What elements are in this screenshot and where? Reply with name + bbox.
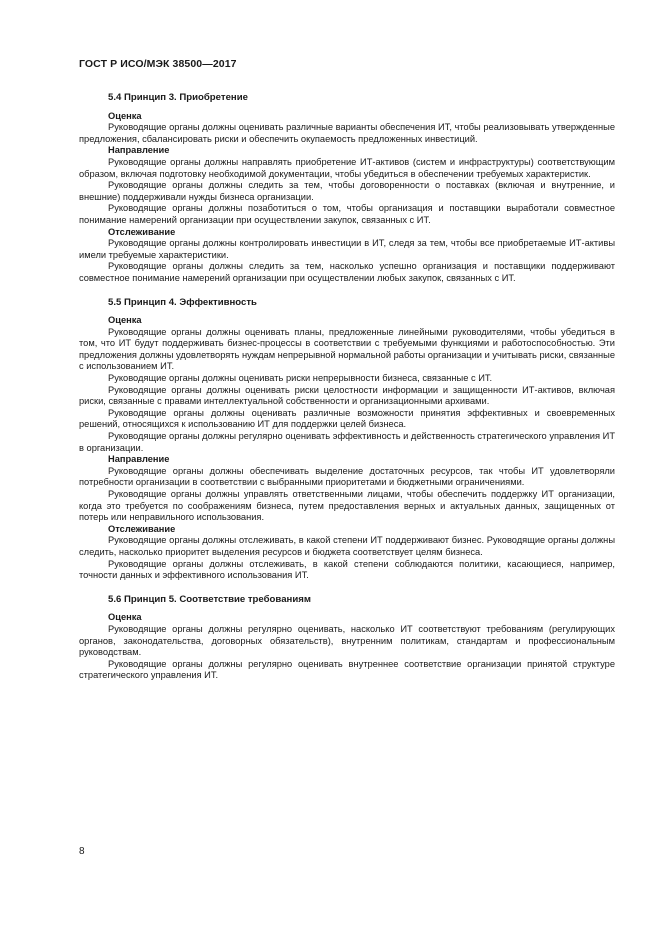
section-title: 5.4 Принцип 3. Приобретение: [108, 92, 248, 103]
paragraph: Руководящие органы должны регулярно оценивать внутреннее соответствие организации принятой структуре стратегического управления ИТ.: [79, 658, 615, 681]
paragraph: Руководящие органы должны регулярно оценивать, насколько ИТ соответствуют требованиям (регулирующих органов, законодательства, договорных обязательств), внутренним политикам, стандартам и профессиональным руководствам.: [79, 623, 615, 658]
section-title: 5.6 Принцип 5. Соответствие требованиям: [108, 593, 311, 605]
subsection-heading: Отслеживание: [108, 226, 176, 237]
paragraph: Руководящие органы должны оценивать риски целостности информации и защищенности ИТ-активов, включая риски, связанные с правами интеллектуальной собственности и организационными архивами.: [79, 384, 615, 407]
paragraph: Руководящие органы должны следить за тем, чтобы договоренности о поставках (включая и внутренние, и внешние) поддерживали нужды бизнеса организации.: [79, 180, 615, 202]
paragraph: Руководящие органы должны контролировать инвестиции в ИТ, следя за тем, чтобы все приобретаемые ИТ-активы имели требуемые характеристики.: [79, 238, 615, 260]
paragraph: Руководящие органы должны управлять ответственными лицами, чтобы обеспечить поддержку ИТ организации, когда это требуется по соображениям бизнеса, путем предоставления верных и актуальных данных, защищенных от потерь или неправильного использования.: [79, 489, 615, 523]
paragraph: Руководящие органы должны обеспечивать выделение достаточных ресурсов, так чтобы ИТ удовлетворяли потребности организации в соответствии с выбранными приоритетами и бюджетными ограничениями.: [79, 465, 615, 488]
paragraph: Руководящие органы должны следить за тем, насколько успешно организация и поставщики поддерживают совместное понимание намерений организации при осуществлении любых закупок, связанных с ИТ.: [79, 261, 615, 283]
page-number: 8: [79, 846, 85, 857]
subsection-heading: Оценка: [108, 612, 142, 623]
paragraph: Руководящие органы должны отслеживать, в какой степени соблюдаются политики, касающиеся, например, точности данных и эффективного использования ИТ.: [79, 558, 615, 581]
paragraph: Руководящие органы должны оценивать различные варианты обеспечения ИТ, чтобы реализовывать утвержденные предложения, сбалансировать риски и обеспечить окупаемость предложенных инвестиций.: [79, 122, 615, 144]
subsection-heading: Направление: [108, 145, 170, 156]
document-header: ГОСТ Р ИСО/МЭК 38500—2017: [79, 58, 237, 70]
paragraph: Руководящие органы должны оценивать планы, предложенные линейными руководителями, чтобы убедиться в том, что ИТ будут поддерживать бизнес-процессы в соответствии с требуемыми функциями и работоспособностью. Эти предложения должны удовлетворять нуждам непрерывной нормальной работы организации и учитывать риски, связанные с использованием ИТ.: [79, 326, 615, 372]
subsection-heading: Оценка: [108, 110, 142, 121]
subsection-heading: Отслеживание: [108, 523, 176, 534]
paragraph: Руководящие органы должны позаботиться о том, чтобы организация и поставщики выработали совместное понимание намерений организации при осуществлении закупок, связанных с ИТ.: [79, 203, 615, 225]
paragraph: Руководящие органы должны направлять приобретение ИТ-активов (систем и инфраструктуры) соответствующим образом, включая подготовку необходимой документации, чтобы убедиться в обеспечении требуемых характеристик.: [79, 156, 615, 179]
document-body: [79, 92, 615, 682]
paragraph: Руководящие органы должны оценивать различные возможности принятия эффективных и своевременных решений, относящихся к использованию ИТ для поддержки целей бизнеса.: [79, 407, 615, 430]
paragraph: Руководящие органы должны регулярно оценивать эффективность и действенность стратегического управления ИТ в организации.: [79, 431, 615, 453]
section-title: 5.5 Принцип 4. Эффективность: [108, 296, 257, 308]
paragraph: Руководящие органы должны оценивать риски непрерывности бизнеса, связанные с ИТ.: [108, 373, 493, 384]
paragraph: Руководящие органы должны отслеживать, в какой степени ИТ поддерживают бизнес. Руководящие органы должны следить, насколько приоритет выделения ресурсов и бюджета соответствует целям бизнеса.: [79, 535, 615, 557]
subsection-heading: Направление: [108, 454, 170, 465]
subsection-heading: Оценка: [108, 315, 142, 326]
